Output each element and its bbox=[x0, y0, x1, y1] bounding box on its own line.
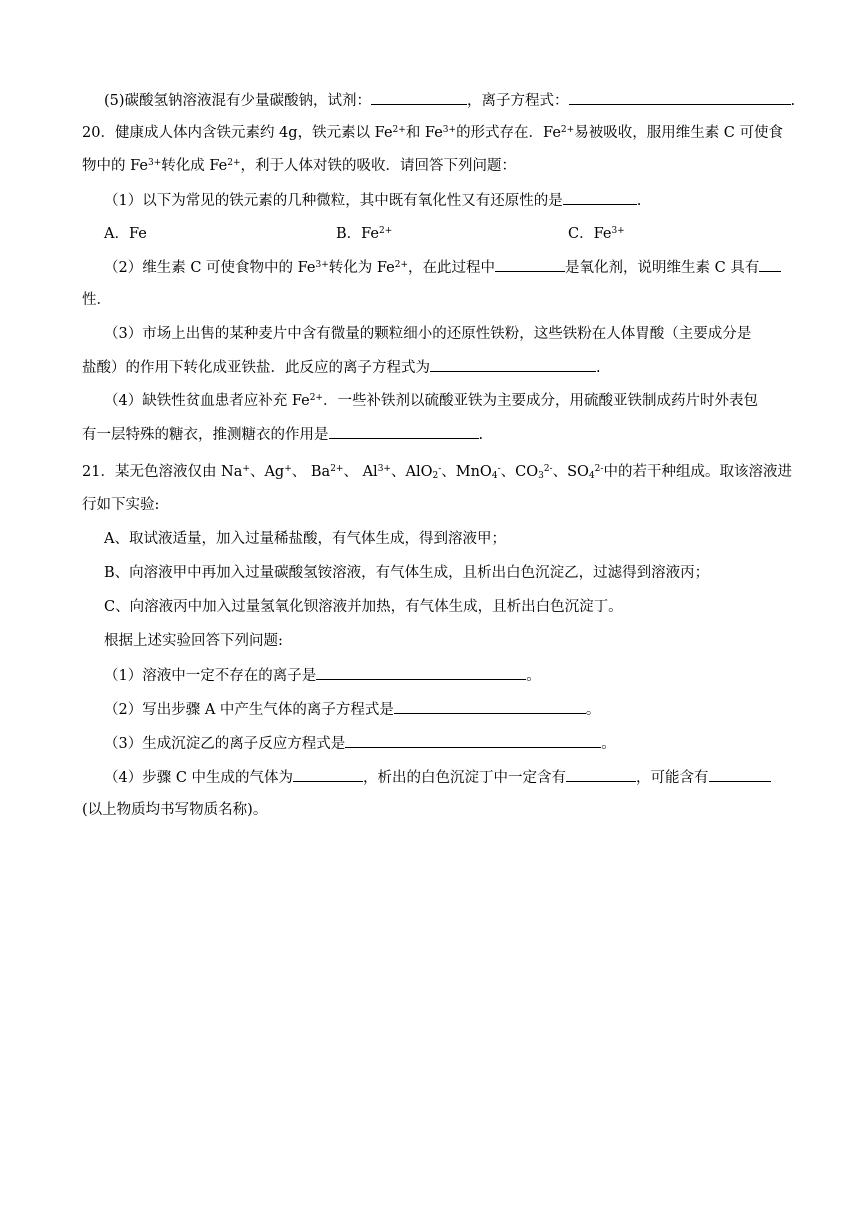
q21-part3: （3）生成沉淀乙的离子反应方程式是 。 bbox=[104, 733, 616, 753]
answer-blank[interactable] bbox=[345, 733, 601, 748]
answer-blank[interactable] bbox=[709, 767, 771, 782]
answer-blank[interactable] bbox=[394, 699, 586, 714]
q21-stem-line2: 行如下实验: bbox=[82, 497, 160, 513]
q21-step-b: B、向溶液甲中再加入过量碳酸氢铵溶液，有气体生成，且析出白色沉淀乙，过滤得到溶液丙； bbox=[104, 565, 710, 581]
answer-blank[interactable] bbox=[569, 90, 791, 105]
answer-blank[interactable] bbox=[371, 90, 467, 105]
answer-blank[interactable] bbox=[563, 190, 637, 205]
answer-blank[interactable] bbox=[759, 257, 781, 272]
answer-blank[interactable] bbox=[329, 424, 479, 439]
option-a[interactable]: A．Fe bbox=[104, 226, 147, 242]
q21-part2: （2）写出步骤 A 中产生气体的离子方程式是 。 bbox=[104, 699, 600, 719]
q19-part5: (5)碳酸氢钠溶液混有少量碳酸钠，试剂： ，离子方程式： . bbox=[104, 90, 795, 110]
answer-blank[interactable] bbox=[495, 257, 565, 272]
option-c[interactable]: C．$Fe^{3+}$ bbox=[568, 226, 625, 242]
answer-blank[interactable] bbox=[430, 357, 596, 372]
q20-part1: （1）以下为常见的铁元素的几种微粒，其中既有氧化性又有还原性的是 . bbox=[104, 190, 641, 210]
q20-part2-cont: 性． bbox=[82, 292, 111, 308]
q21-intro: 根据上述实验回答下列问题: bbox=[104, 633, 283, 649]
q21-stem-line1: 21．某无色溶液仅由 Na+、Ag+、 $Ba^{2+}$、 $Al^{3+}$、AlO$_2$-、MnO$_4$-、$CO_3^{2-}$、$SO_4^{2-}$中的若干种组成。取该溶液进 bbox=[82, 464, 792, 481]
q20-part4-line1: （4）缺铁性贫血患者应补充 $Fe^{2+}$．一些补铁剂以硫酸亚铁为主要成分，用硫酸亚铁制成药片时外表包 bbox=[104, 393, 758, 409]
answer-blank[interactable] bbox=[566, 767, 636, 782]
q20-stem-line1: 20．健康成人体内含铁元素约 4g，铁元素以 $Fe^{2+}$和 $Fe^{3+}$的形式存在．$Fe^{2+}$易被吸收，服用维生素 C 可使食 bbox=[82, 125, 784, 141]
answer-blank[interactable] bbox=[293, 767, 363, 782]
answer-blank[interactable] bbox=[316, 665, 526, 680]
q21-part4: （4）步骤 C 中生成的气体为 ，析出的白色沉淀丁中一定含有 ，可能含有 bbox=[104, 767, 771, 787]
q21-step-c: C、向溶液丙中加入过量氢氧化钡溶液并加热，有气体生成，且析出白色沉淀丁。 bbox=[104, 599, 623, 615]
option-b[interactable]: B．$Fe^{2+}$ bbox=[336, 226, 393, 242]
q20-options bbox=[104, 224, 824, 244]
q20-stem-line2: 物中的 $Fe^{3+}$转化成 $Fe^{2+}$，利于人体对铁的吸收．请回答下列问题： bbox=[82, 158, 516, 174]
q21-part1: （1）溶液中一定不存在的离子是 。 bbox=[104, 665, 541, 685]
q20-part2: （2）维生素 C 可使食物中的 $Fe^{3+}$转化为 $Fe^{2+}$，在此过程中 是氧化剂，说明维生素 C 具有 bbox=[104, 257, 781, 277]
q20-part3-line2: 盐酸）的作用下转化成亚铁盐．此反应的离子方程式为 . bbox=[82, 357, 601, 377]
q21-step-a: A、取试液适量，加入过量稀盐酸，有气体生成，得到溶液甲； bbox=[104, 531, 506, 547]
q21-part4-cont: (以上物质均书写物质名称)。 bbox=[82, 802, 268, 818]
q20-part3-line1: （3）市场上出售的某种麦片中含有微量的颗粒细小的还原性铁粉，这些铁粉在人体胃酸（主要成分是 bbox=[104, 326, 752, 342]
q20-part4-line2: 有一层特殊的糖衣，推测糖衣的作用是 . bbox=[82, 424, 483, 444]
